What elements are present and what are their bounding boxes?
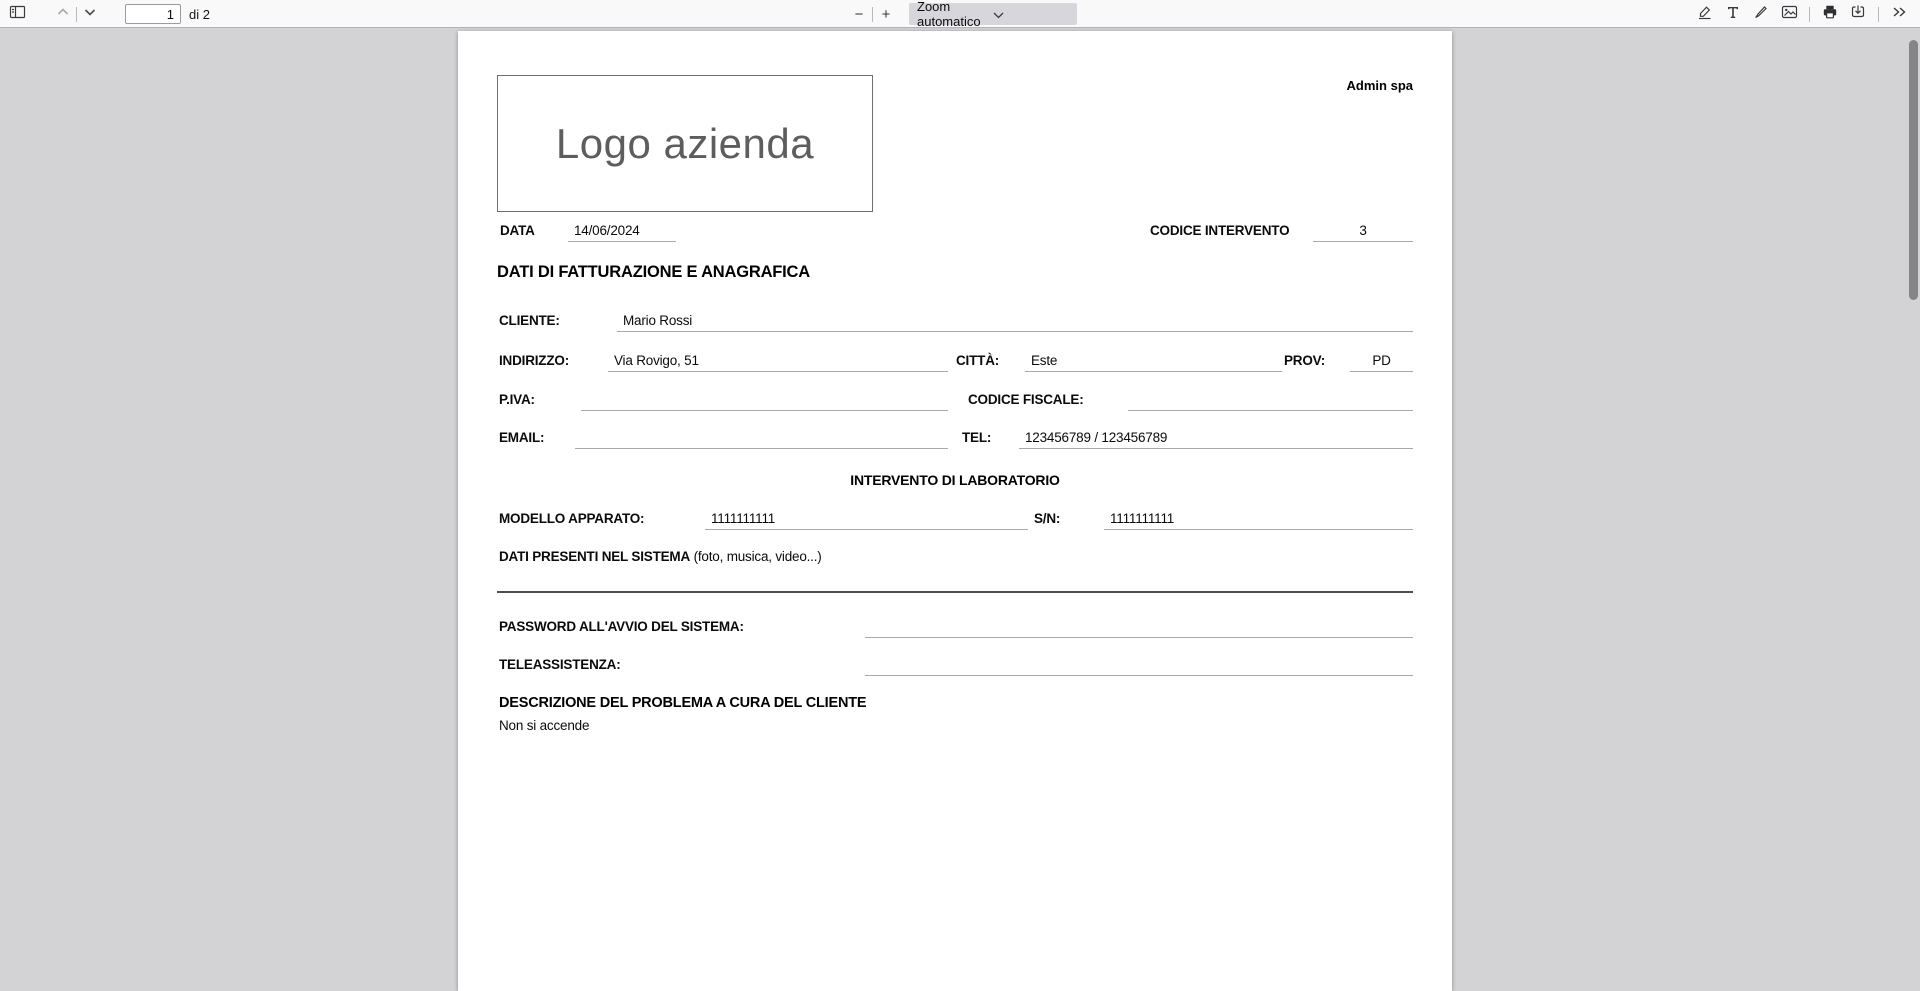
chevron-down-icon xyxy=(82,4,98,24)
vat-label: P.IVA: xyxy=(499,392,535,407)
zoom-in-button[interactable]: + xyxy=(873,2,899,26)
phone-value: 123456789 / 123456789 xyxy=(1025,430,1168,445)
city-field xyxy=(1025,351,1282,372)
serial-number-value: 1111111111 xyxy=(1110,511,1175,526)
save-button[interactable] xyxy=(1845,2,1871,26)
client-value: Mario Rossi xyxy=(623,313,693,328)
sidebar-toggle-icon xyxy=(9,4,26,24)
device-model-value: 1111111111 xyxy=(711,511,776,526)
vertical-scrollbar-thumb[interactable] xyxy=(1909,40,1918,300)
page-number-input[interactable] xyxy=(125,4,181,24)
address-value: Via Rovigo, 51 xyxy=(614,353,699,368)
toolbar-divider xyxy=(1878,7,1879,22)
document-page xyxy=(458,31,1452,991)
phone-field xyxy=(1019,428,1413,449)
previous-page-button[interactable] xyxy=(50,2,76,26)
draw-tool-button[interactable] xyxy=(1748,2,1774,26)
email-label: EMAIL: xyxy=(499,430,545,445)
download-icon xyxy=(1850,4,1866,24)
zoom-out-button[interactable]: − xyxy=(846,2,872,26)
address-label: INDIRIZZO: xyxy=(499,353,569,368)
remote-assistance-field xyxy=(865,655,1413,676)
intervention-code-field xyxy=(1313,221,1413,242)
zoom-select-value: Zoom automatico xyxy=(917,0,981,29)
city-label: CITTÀ: xyxy=(956,353,1000,368)
remote-assistance-label: TELEASSISTENZA: xyxy=(499,657,621,672)
serial-number-field xyxy=(1104,509,1413,530)
section-divider xyxy=(497,591,1413,593)
device-model-label: MODELLO APPARATO: xyxy=(499,511,645,526)
system-data-note: (foto, musica, video...) xyxy=(690,549,822,564)
highlight-tool-button[interactable] xyxy=(1692,2,1718,26)
logo-placeholder-box xyxy=(497,75,873,212)
problem-description-text: Non si accende xyxy=(499,718,590,733)
highlighter-icon xyxy=(1697,4,1713,24)
client-label: CLIENTE: xyxy=(499,313,560,328)
province-label: PROV: xyxy=(1284,353,1326,368)
add-image-button[interactable] xyxy=(1776,2,1802,26)
fiscal-code-field xyxy=(1128,390,1413,411)
intervention-code-value: 3 xyxy=(1359,223,1367,238)
image-icon xyxy=(1781,4,1798,24)
date-value: 14/06/2024 xyxy=(574,223,640,238)
print-button[interactable] xyxy=(1817,2,1843,26)
province-value: PD xyxy=(1372,353,1391,368)
fiscal-code-label: CODICE FISCALE: xyxy=(968,392,1084,407)
zoom-select[interactable] xyxy=(909,0,1077,29)
serial-number-label: S/N: xyxy=(1034,511,1061,526)
chevron-down-icon xyxy=(993,7,1069,22)
problem-description-heading: DESCRIZIONE DEL PROBLEMA A CURA DEL CLIENTE xyxy=(499,695,867,711)
device-model-field xyxy=(705,509,1028,530)
toolbar-divider xyxy=(1809,7,1810,22)
page-count-label: di 2 xyxy=(189,6,210,22)
lab-section-heading: INTERVENTO DI LABORATORIO xyxy=(850,472,1060,488)
logo-placeholder-text: Logo azienda xyxy=(555,119,815,167)
date-label: DATA xyxy=(500,223,535,238)
date-field xyxy=(568,221,676,242)
more-tools-button[interactable] xyxy=(1886,2,1912,26)
client-field xyxy=(617,311,1413,332)
print-icon xyxy=(1822,4,1838,24)
vat-field xyxy=(581,390,948,411)
sidebar-toggle-button[interactable] xyxy=(4,2,30,26)
text-tool-button[interactable] xyxy=(1720,2,1746,26)
boot-password-label: PASSWORD ALL'AVVIO DEL SISTEMA: xyxy=(499,619,744,634)
text-tool-icon xyxy=(1725,4,1741,24)
next-page-button[interactable] xyxy=(77,2,103,26)
address-field xyxy=(608,351,948,372)
company-name: Admin spa xyxy=(1346,78,1413,93)
pdf-viewer xyxy=(0,29,1920,924)
pen-icon xyxy=(1753,4,1769,24)
system-data-label: DATI PRESENTI NEL SISTEMA (foto, musica, video...) xyxy=(499,549,822,564)
billing-section-heading: DATI DI FATTURAZIONE E ANAGRAFICA xyxy=(497,263,810,281)
province-field xyxy=(1350,351,1413,372)
email-field xyxy=(575,428,948,449)
phone-label: TEL: xyxy=(962,430,992,445)
boot-password-field xyxy=(865,617,1413,638)
city-value: Este xyxy=(1031,353,1058,368)
intervention-code-label: CODICE INTERVENTO xyxy=(1150,223,1290,238)
chevron-up-icon xyxy=(55,4,71,24)
pdf-toolbar xyxy=(0,0,1920,28)
double-chevron-right-icon xyxy=(1890,4,1908,24)
